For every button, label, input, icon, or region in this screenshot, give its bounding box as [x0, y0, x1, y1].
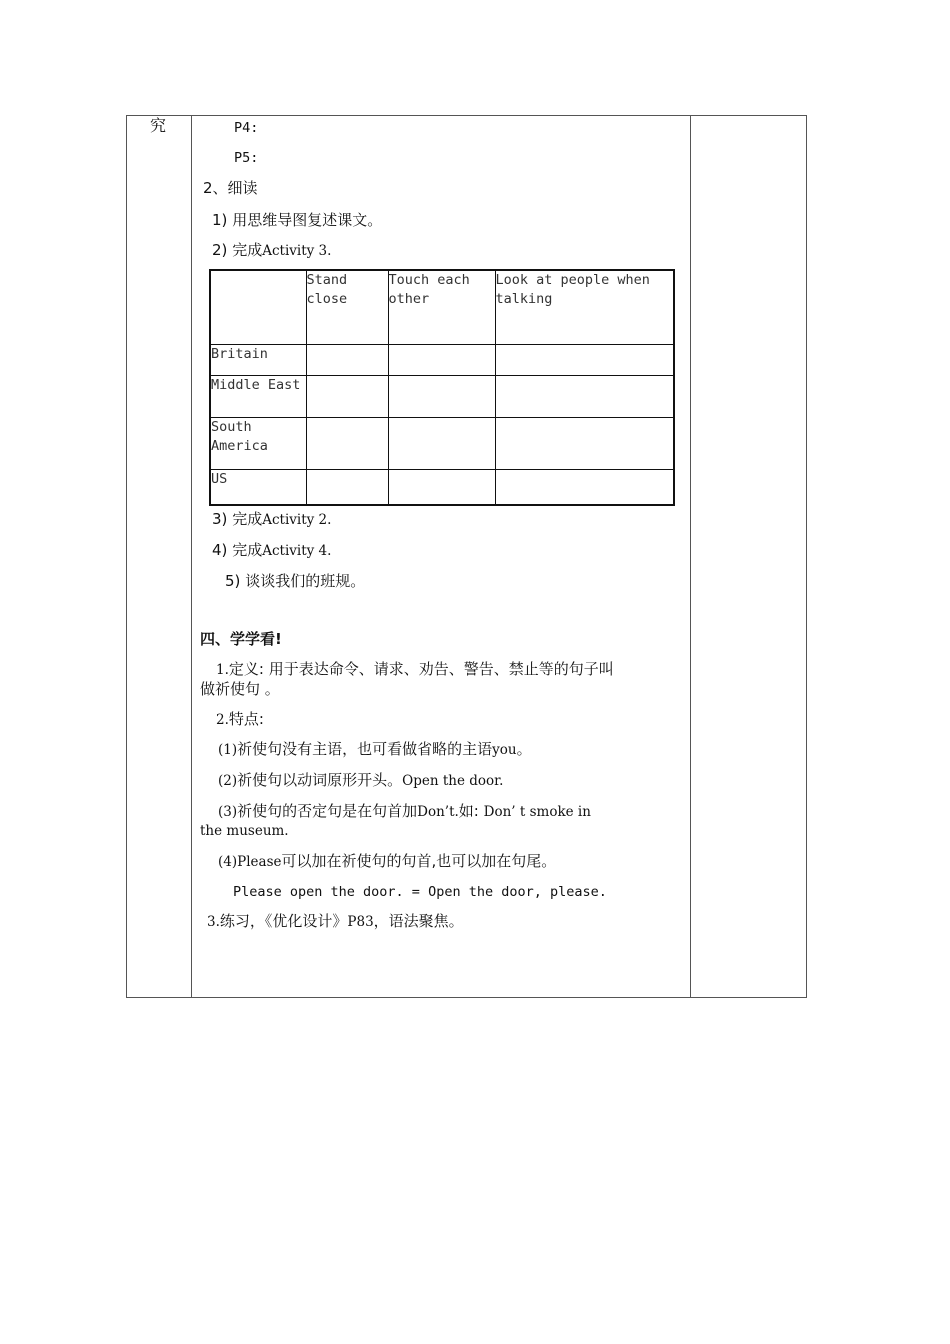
table-row	[210, 344, 674, 375]
practice-line	[207, 912, 464, 931]
features-title-text: 特点:	[228, 710, 264, 728]
step-text: 谈谈我们的班规。	[245, 572, 366, 590]
step-3	[212, 510, 331, 529]
feature-1	[218, 740, 532, 759]
definition-text: 定义: 用于表达命令、请求、劝告、警告、禁止等的句子叫	[228, 660, 614, 678]
step-num: 4)	[212, 541, 228, 559]
feature-en: you	[492, 742, 517, 758]
table-cell	[306, 469, 388, 505]
practice-text: 练习，《优化设计》	[219, 912, 348, 930]
example-sentence: Please open the door. = Open the door, please.	[233, 884, 607, 900]
practice-page: P83	[347, 914, 374, 930]
activity-3-table	[209, 269, 675, 506]
step-text: 用思维导图复述课文。	[232, 211, 383, 229]
feature-num: (1)	[218, 742, 238, 758]
practice-tail: ，语法聚焦。	[373, 912, 464, 930]
step-activity: Activity 4.	[262, 543, 332, 559]
step-text: 完成	[232, 510, 263, 528]
step-activity: Activity 3.	[262, 243, 332, 259]
features-num: 2.	[216, 712, 229, 728]
table-cell	[388, 344, 495, 375]
feature-example: Open the door.	[402, 773, 504, 789]
table-row	[210, 469, 674, 505]
table-cell	[495, 344, 674, 375]
table-cell	[306, 417, 388, 469]
feature-3-line-2: the museum.	[200, 823, 289, 839]
step-activity: Activity 2.	[262, 512, 332, 528]
step-num: 5)	[225, 572, 241, 590]
row-label-britain: Britain	[210, 344, 306, 375]
table-header-row	[210, 270, 674, 344]
feature-text: 可以加在祈使句的句首,也可以加在句尾。	[281, 852, 557, 870]
definition-line-1	[216, 660, 614, 679]
feature-num: (3)	[218, 804, 238, 820]
feature-num: (2)	[218, 773, 238, 789]
feature-4	[218, 852, 556, 871]
step-num: 3)	[212, 510, 228, 528]
step-4	[212, 541, 331, 560]
practice-num: 3.	[207, 914, 220, 930]
table-cell	[495, 469, 674, 505]
feature-tail: 。	[516, 740, 532, 758]
feature-text: 祈使句没有主语，也可看做省略的主语	[237, 740, 493, 758]
table-row	[210, 417, 674, 469]
step-num: 1)	[212, 211, 228, 229]
p4-label: P4:	[234, 120, 259, 136]
feature-example: Don’ t smoke in	[483, 804, 591, 820]
read-heading: 2、细读	[203, 179, 258, 197]
header-look-at-people: Look at people when talking	[495, 270, 674, 344]
header-stand-close: Stand close	[306, 270, 388, 344]
step-text: 完成	[232, 241, 263, 259]
feature-3	[218, 802, 591, 821]
table-cell	[495, 417, 674, 469]
p5-label: P5:	[234, 150, 259, 166]
column-divider-left	[191, 115, 192, 998]
features-title	[216, 710, 264, 729]
row-label-us: US	[210, 469, 306, 505]
table-row	[210, 375, 674, 417]
feature-en: Please	[237, 854, 282, 870]
step-2	[212, 241, 331, 260]
feature-text: 祈使句的否定句是在句首加	[237, 802, 418, 820]
table-cell	[306, 375, 388, 417]
step-num: 2)	[212, 241, 228, 259]
table-cell	[495, 375, 674, 417]
feature-2	[218, 771, 503, 790]
step-text: 完成	[232, 541, 263, 559]
table-cell	[388, 375, 495, 417]
row-label-south-america: South America	[210, 417, 306, 469]
header-cell-empty	[210, 270, 306, 344]
feature-num: (4)	[218, 854, 238, 870]
section-title: 四、学学看!	[200, 630, 282, 648]
table-cell	[388, 469, 495, 505]
column-divider-right	[690, 115, 691, 998]
definition-line-2: 做祈使句 。	[200, 680, 280, 698]
step-1	[212, 211, 382, 229]
feature-en: Don’t.	[417, 804, 459, 820]
feature-text: 祈使句以动词原形开头。	[237, 771, 403, 789]
header-touch-each-other: Touch each other	[388, 270, 495, 344]
table-cell	[306, 344, 388, 375]
feature-text-2: 如:	[458, 802, 479, 820]
left-column-label: 究	[150, 116, 167, 135]
table-cell	[388, 417, 495, 469]
row-label-middle-east: Middle East	[210, 375, 306, 417]
definition-num: 1.	[216, 662, 229, 678]
step-5	[225, 572, 365, 590]
